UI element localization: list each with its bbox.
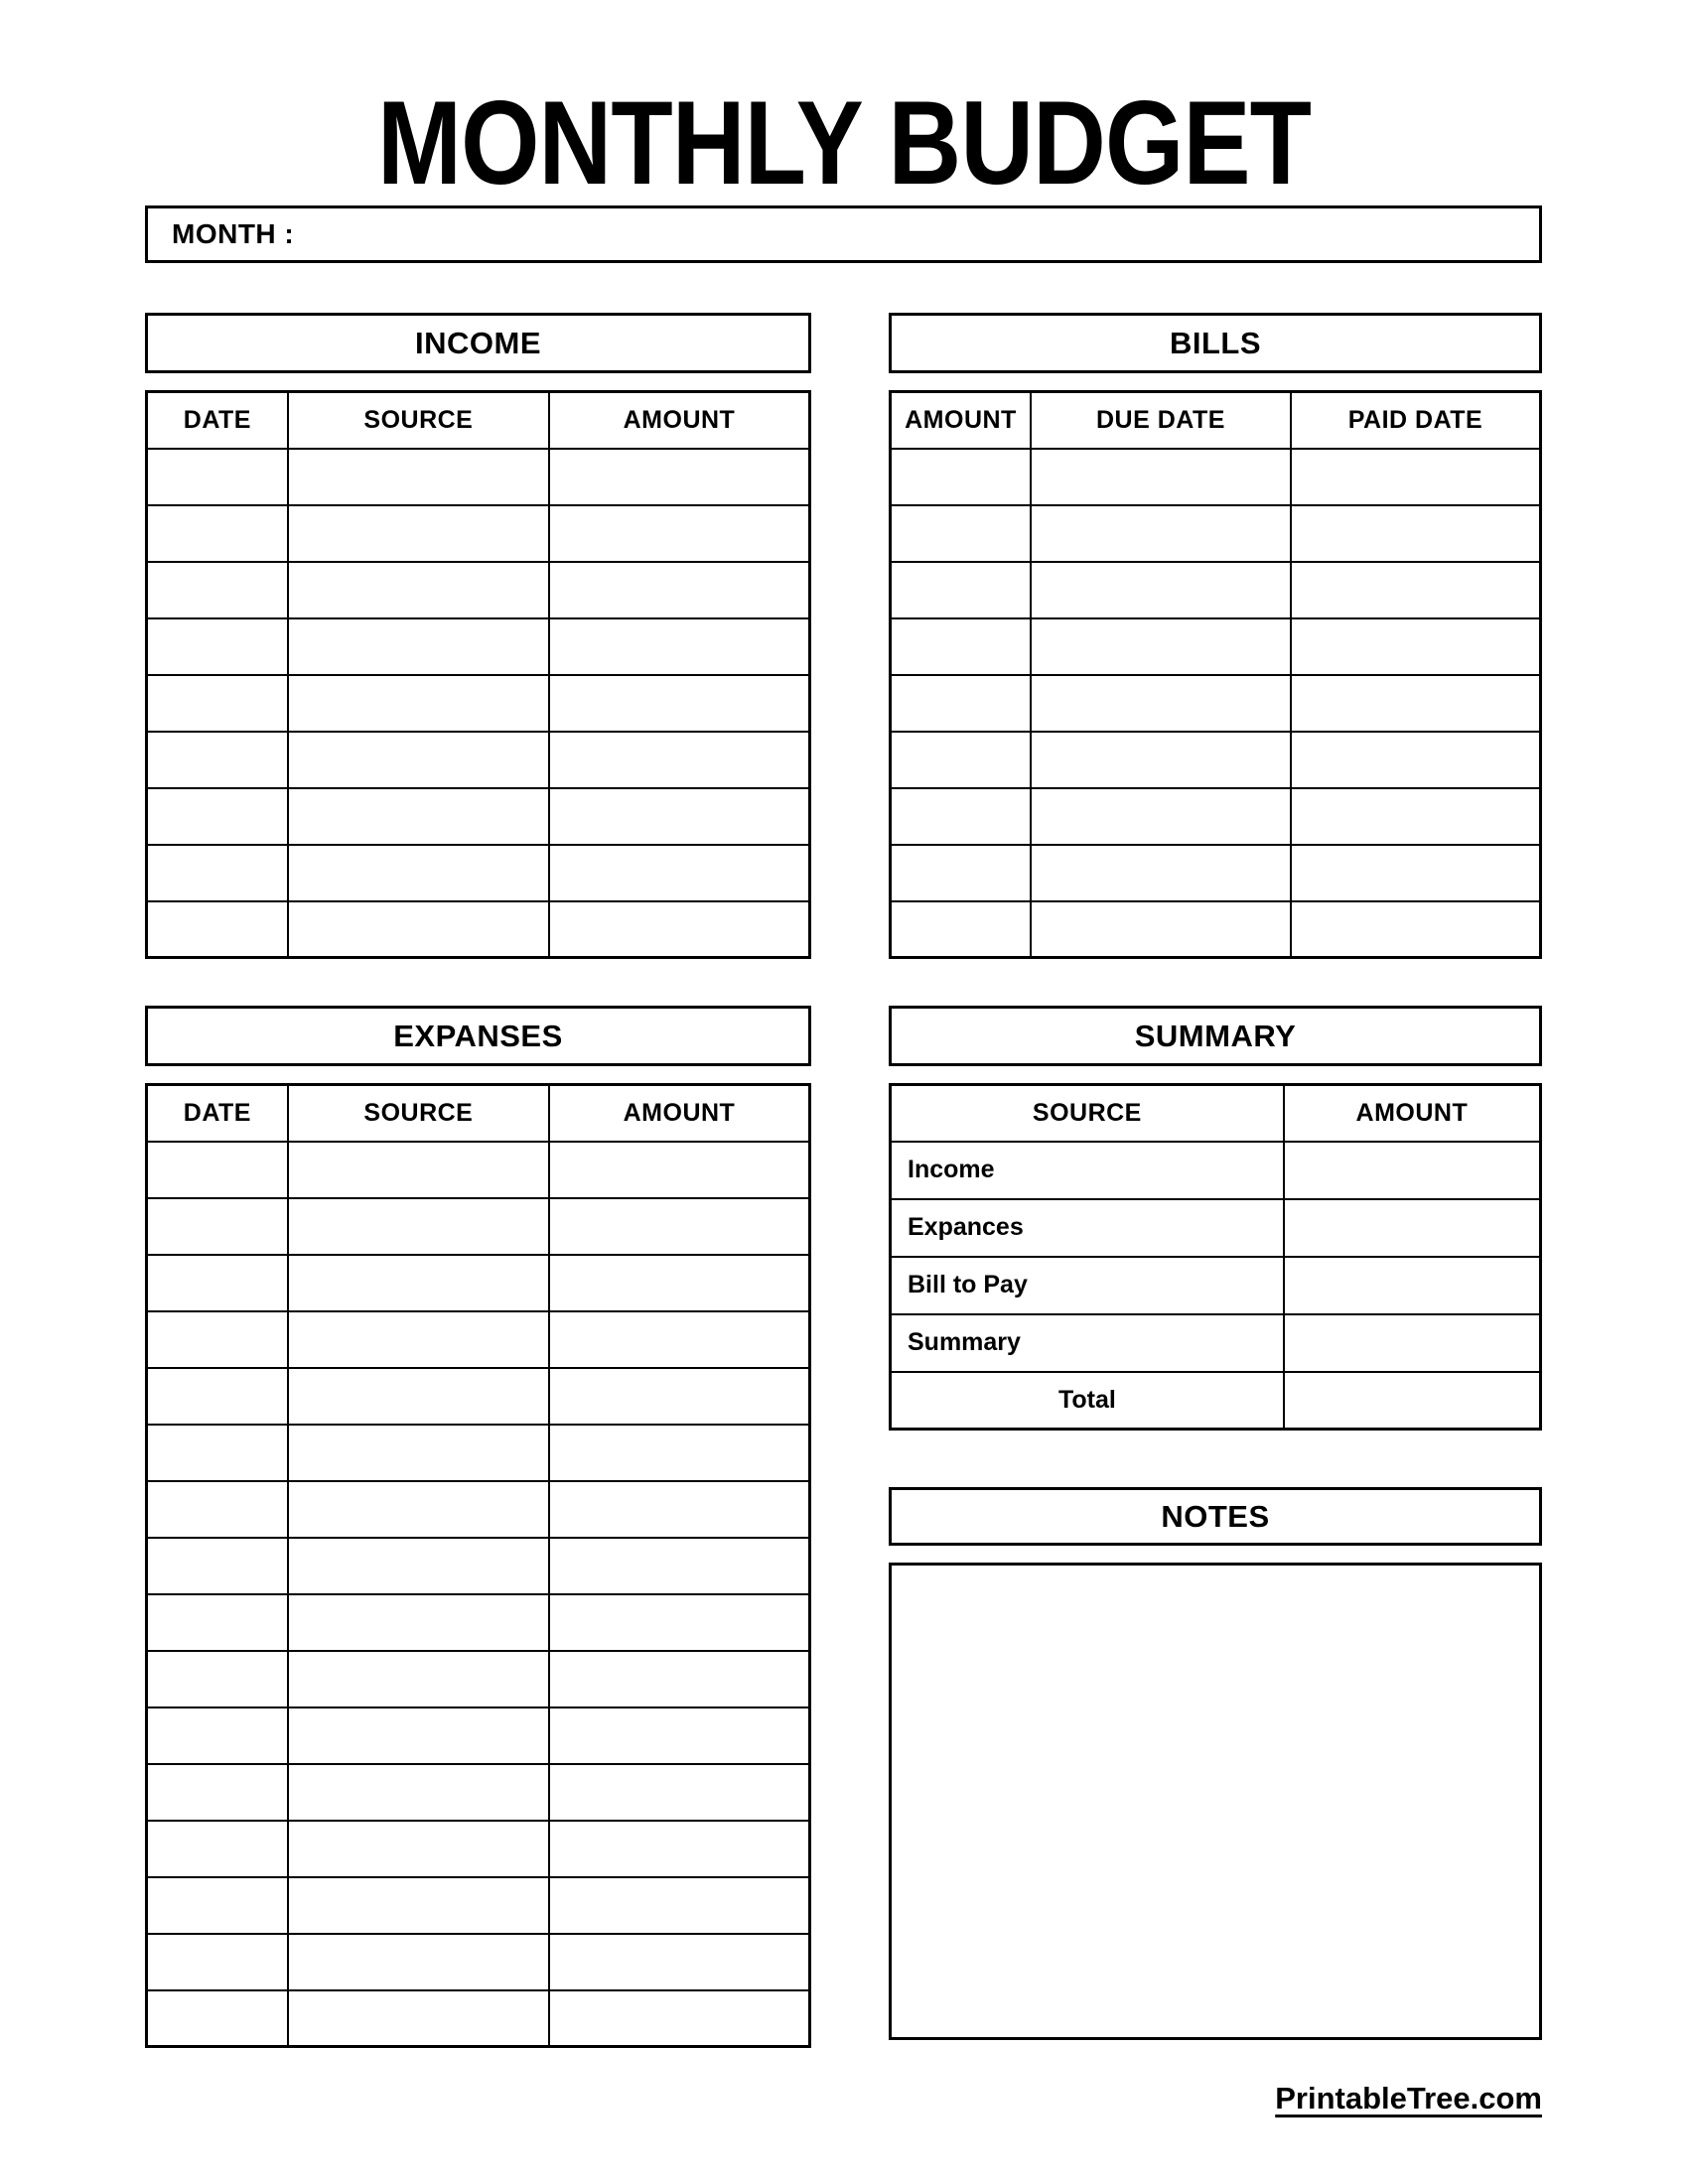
empty-cell[interactable] — [147, 562, 288, 618]
empty-cell[interactable] — [288, 1764, 549, 1821]
empty-cell[interactable] — [549, 788, 810, 845]
empty-cell[interactable] — [891, 562, 1031, 618]
empty-cell[interactable] — [1291, 901, 1541, 958]
empty-cell[interactable] — [147, 901, 288, 958]
empty-cell[interactable] — [288, 1877, 549, 1934]
column-header: PAID DATE — [1291, 392, 1541, 449]
empty-cell[interactable] — [1291, 845, 1541, 901]
table-row — [147, 901, 810, 958]
empty-cell[interactable] — [147, 1198, 288, 1255]
empty-cell[interactable] — [288, 1651, 549, 1707]
table-row — [147, 732, 810, 788]
table-row — [147, 1934, 810, 1990]
empty-cell[interactable] — [1031, 788, 1291, 845]
empty-cell[interactable] — [549, 901, 810, 958]
empty-cell[interactable] — [288, 562, 549, 618]
column-header: SOURCE — [288, 1085, 549, 1142]
empty-cell[interactable] — [288, 901, 549, 958]
empty-cell[interactable] — [1291, 788, 1541, 845]
empty-cell[interactable] — [1284, 1142, 1541, 1199]
empty-cell[interactable] — [288, 788, 549, 845]
summary-row-expances — [891, 1199, 1541, 1257]
empty-cell[interactable] — [1291, 562, 1541, 618]
table-row — [891, 901, 1541, 958]
summary-row-label: Summary — [891, 1314, 1284, 1372]
empty-cell[interactable] — [1284, 1257, 1541, 1314]
table-row — [147, 505, 810, 562]
summary-total-label: Total — [891, 1372, 1284, 1430]
summary-row-summary — [891, 1314, 1541, 1372]
summary-total-row — [891, 1372, 1541, 1430]
empty-cell[interactable] — [147, 1990, 288, 2047]
empty-cell[interactable] — [147, 788, 288, 845]
bills-table — [889, 390, 1542, 959]
income-section — [145, 313, 811, 959]
notes-section-title: NOTES — [1161, 1498, 1270, 1534]
table-row — [147, 1707, 810, 1764]
empty-cell[interactable] — [147, 1821, 288, 1877]
bills-section-header — [889, 313, 1542, 373]
expanses-header-row — [147, 1085, 810, 1142]
column-header: DATE — [147, 392, 288, 449]
bills-section — [889, 313, 1542, 959]
empty-cell[interactable] — [549, 1142, 810, 1198]
notes-area[interactable] — [889, 1563, 1542, 2040]
empty-cell[interactable] — [288, 1821, 549, 1877]
table-row — [147, 675, 810, 732]
empty-cell[interactable] — [147, 1707, 288, 1764]
empty-cell[interactable] — [147, 1311, 288, 1368]
empty-cell[interactable] — [288, 1481, 549, 1538]
empty-cell[interactable] — [288, 1368, 549, 1425]
table-row — [891, 788, 1541, 845]
income-section-header — [145, 313, 811, 373]
empty-cell[interactable] — [549, 1481, 810, 1538]
empty-cell[interactable] — [549, 732, 810, 788]
table-row — [147, 1764, 810, 1821]
table-row — [147, 1198, 810, 1255]
empty-cell[interactable] — [1031, 845, 1291, 901]
table-row — [891, 618, 1541, 675]
table-row — [147, 845, 810, 901]
table-row — [147, 1990, 810, 2047]
month-label: MONTH : — [172, 218, 295, 249]
empty-cell[interactable] — [147, 1764, 288, 1821]
empty-cell[interactable] — [549, 562, 810, 618]
income-section-title: INCOME — [415, 325, 541, 360]
empty-cell[interactable] — [147, 505, 288, 562]
empty-cell[interactable] — [288, 505, 549, 562]
summary-section — [889, 1006, 1542, 1431]
empty-cell[interactable] — [891, 732, 1031, 788]
empty-cell[interactable] — [549, 1538, 810, 1594]
summary-row-income — [891, 1142, 1541, 1199]
expanses-section-header — [145, 1006, 811, 1066]
empty-cell[interactable] — [147, 1142, 288, 1198]
summary-section-title: SUMMARY — [1134, 1018, 1297, 1053]
empty-cell[interactable] — [1031, 618, 1291, 675]
month-input[interactable] — [294, 208, 1539, 260]
empty-cell[interactable] — [891, 675, 1031, 732]
table-row — [891, 562, 1541, 618]
table-row — [891, 449, 1541, 505]
page-title: MONTHLY BUDGET — [376, 76, 1312, 209]
summary-section-header — [889, 1006, 1542, 1066]
summary-row-bill-to-pay — [891, 1257, 1541, 1314]
table-row — [147, 1425, 810, 1481]
expanses-section-title: EXPANSES — [393, 1018, 563, 1053]
empty-cell[interactable] — [549, 1255, 810, 1311]
empty-cell[interactable] — [147, 1538, 288, 1594]
bills-section-title: BILLS — [1169, 325, 1262, 360]
empty-cell[interactable] — [1284, 1314, 1541, 1372]
summary-row-label: Income — [891, 1142, 1284, 1199]
column-header: AMOUNT — [891, 392, 1031, 449]
empty-cell[interactable] — [147, 618, 288, 675]
empty-cell[interactable] — [288, 845, 549, 901]
table-row — [147, 1311, 810, 1368]
empty-cell[interactable] — [288, 732, 549, 788]
table-row — [147, 449, 810, 505]
empty-cell[interactable] — [549, 1934, 810, 1990]
table-row — [147, 1368, 810, 1425]
empty-cell[interactable] — [147, 1481, 288, 1538]
empty-cell[interactable] — [147, 1368, 288, 1425]
table-row — [147, 1481, 810, 1538]
table-row — [147, 1142, 810, 1198]
table-row — [147, 788, 810, 845]
income-table — [145, 390, 811, 959]
table-row — [147, 1821, 810, 1877]
empty-cell[interactable] — [147, 732, 288, 788]
empty-cell[interactable] — [891, 901, 1031, 958]
bills-header-row — [891, 392, 1541, 449]
column-header: DUE DATE — [1031, 392, 1291, 449]
empty-cell[interactable] — [549, 1707, 810, 1764]
summary-row-label: Expances — [891, 1199, 1284, 1257]
empty-cell[interactable] — [549, 1764, 810, 1821]
empty-cell[interactable] — [288, 1198, 549, 1255]
empty-cell[interactable] — [288, 1255, 549, 1311]
empty-cell[interactable] — [1031, 732, 1291, 788]
empty-cell[interactable] — [1031, 505, 1291, 562]
table-row — [147, 1255, 810, 1311]
empty-cell[interactable] — [1284, 1199, 1541, 1257]
empty-cell[interactable] — [1291, 675, 1541, 732]
footer-link[interactable]: PrintableTree.com — [1275, 2081, 1542, 2116]
empty-cell[interactable] — [549, 675, 810, 732]
empty-cell[interactable] — [288, 675, 549, 732]
summary-table — [889, 1083, 1542, 1431]
table-row — [891, 675, 1541, 732]
empty-cell[interactable] — [147, 449, 288, 505]
empty-cell[interactable] — [1031, 449, 1291, 505]
empty-cell[interactable] — [288, 1311, 549, 1368]
empty-cell[interactable] — [549, 1368, 810, 1425]
summary-header-row — [891, 1085, 1541, 1142]
column-header: AMOUNT — [549, 1085, 810, 1142]
table-row — [147, 1877, 810, 1934]
table-row — [891, 845, 1541, 901]
column-header: SOURCE — [891, 1085, 1284, 1142]
empty-cell[interactable] — [288, 1142, 549, 1198]
empty-cell[interactable] — [147, 1651, 288, 1707]
empty-cell[interactable] — [288, 449, 549, 505]
table-row — [147, 1538, 810, 1594]
empty-cell[interactable] — [549, 1877, 810, 1934]
empty-cell[interactable] — [549, 1311, 810, 1368]
empty-cell[interactable] — [891, 505, 1031, 562]
empty-cell[interactable] — [147, 1877, 288, 1934]
empty-cell[interactable] — [147, 1934, 288, 1990]
empty-cell[interactable] — [891, 845, 1031, 901]
table-row — [891, 732, 1541, 788]
empty-cell[interactable] — [549, 1425, 810, 1481]
empty-cell[interactable] — [288, 1934, 549, 1990]
empty-cell[interactable] — [288, 1594, 549, 1651]
empty-cell[interactable] — [147, 845, 288, 901]
income-header-row — [147, 392, 810, 449]
empty-cell[interactable] — [549, 1651, 810, 1707]
empty-cell[interactable] — [891, 788, 1031, 845]
column-header: AMOUNT — [549, 392, 810, 449]
empty-cell[interactable] — [288, 1990, 549, 2047]
table-row — [147, 1651, 810, 1707]
empty-cell[interactable] — [549, 1594, 810, 1651]
empty-cell[interactable] — [549, 449, 810, 505]
empty-cell[interactable] — [891, 449, 1031, 505]
empty-cell[interactable] — [1291, 505, 1541, 562]
empty-cell[interactable] — [1284, 1372, 1541, 1430]
empty-cell[interactable] — [1291, 618, 1541, 675]
notes-section-header — [889, 1487, 1542, 1546]
table-row — [147, 562, 810, 618]
table-row — [891, 505, 1541, 562]
empty-cell[interactable] — [1031, 675, 1291, 732]
expanses-section — [145, 1006, 811, 2048]
notes-section — [889, 1487, 1542, 2040]
column-header: SOURCE — [288, 392, 549, 449]
expanses-table — [145, 1083, 811, 2048]
empty-cell[interactable] — [288, 1538, 549, 1594]
table-row — [147, 1594, 810, 1651]
empty-cell[interactable] — [549, 1821, 810, 1877]
empty-cell[interactable] — [1291, 449, 1541, 505]
empty-cell[interactable] — [549, 845, 810, 901]
empty-cell[interactable] — [147, 675, 288, 732]
empty-cell[interactable] — [549, 505, 810, 562]
empty-cell[interactable] — [1291, 732, 1541, 788]
empty-cell[interactable] — [1031, 562, 1291, 618]
empty-cell[interactable] — [147, 1594, 288, 1651]
table-row — [147, 618, 810, 675]
column-header: AMOUNT — [1284, 1085, 1541, 1142]
empty-cell[interactable] — [549, 1198, 810, 1255]
empty-cell[interactable] — [288, 618, 549, 675]
month-box — [145, 205, 1542, 263]
empty-cell[interactable] — [549, 618, 810, 675]
empty-cell[interactable] — [891, 618, 1031, 675]
empty-cell[interactable] — [288, 1425, 549, 1481]
summary-row-label: Bill to Pay — [891, 1257, 1284, 1314]
empty-cell[interactable] — [288, 1707, 549, 1764]
empty-cell[interactable] — [549, 1990, 810, 2047]
empty-cell[interactable] — [147, 1425, 288, 1481]
empty-cell[interactable] — [147, 1255, 288, 1311]
column-header: DATE — [147, 1085, 288, 1142]
empty-cell[interactable] — [1031, 901, 1291, 958]
